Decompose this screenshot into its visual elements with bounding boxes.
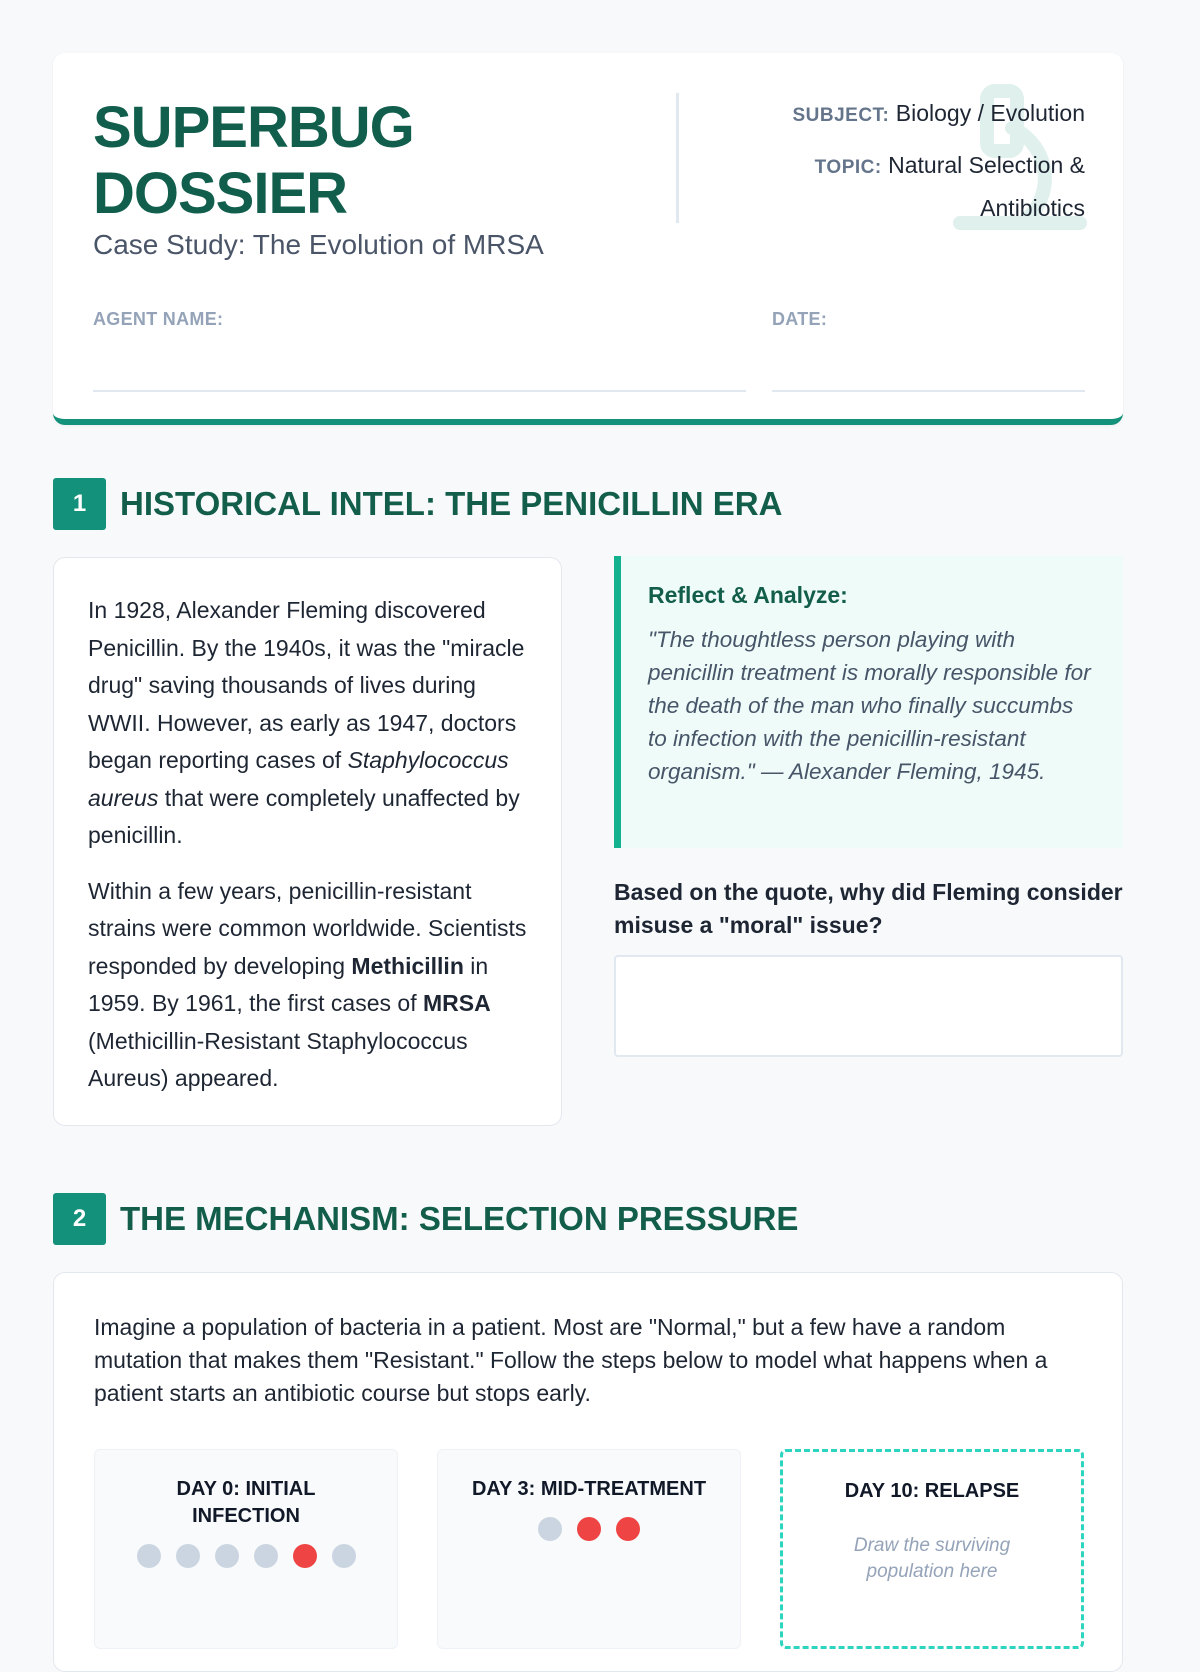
day-title: DAY 10: RELAPSE bbox=[844, 1480, 1020, 1502]
normal-bacterium bbox=[254, 1544, 278, 1568]
subtitle: Case Study: The Evolution of MRSA bbox=[93, 229, 544, 260]
topic-label: TOPIC: bbox=[814, 157, 882, 178]
date-label: DATE: bbox=[772, 309, 828, 329]
reflection-question: Based on the quote, why did Fleming consider misuse a "moral" issue? bbox=[614, 879, 1123, 938]
title-line-2: DOSSIER bbox=[93, 161, 348, 226]
topic-value: Natural Selection & bbox=[888, 152, 1085, 178]
normal-bacterium bbox=[176, 1544, 200, 1568]
history-paragraph-2 bbox=[88, 873, 527, 1098]
day-title: DAY 0: INITIAL INFECTION bbox=[176, 1478, 316, 1527]
mrsa-term: MRSA bbox=[422, 990, 491, 1016]
reflect-quote-box bbox=[614, 556, 1123, 848]
text: in 1959. By 1961, the first cases of bbox=[88, 952, 489, 1016]
mechanism-card bbox=[53, 1272, 1123, 1672]
section-2-heading bbox=[53, 1193, 798, 1245]
draw-placeholder: Draw the surviving population here bbox=[853, 1535, 1011, 1582]
agent-name-field[interactable] bbox=[93, 390, 746, 392]
reflect-title: Reflect & Analyze: bbox=[648, 582, 848, 608]
day-3-panel bbox=[437, 1449, 741, 1649]
mechanism-intro: Imagine a population of bacteria in a patient. Most are "Normal," but a few have a random mutation that makes them "Resistant." Follow the steps below to model what happens when a patient starts an antibiotic course but stops early. bbox=[94, 1314, 1048, 1406]
date-field[interactable] bbox=[772, 390, 1085, 392]
history-text-card bbox=[53, 557, 562, 1126]
agent-name-label: AGENT NAME: bbox=[93, 309, 224, 329]
divider bbox=[676, 93, 679, 223]
species-name: Staphylococcus aureus bbox=[88, 747, 509, 811]
text: Within a few years, penicillin-resistant strains were common worldwide. Scientists responded by developing bbox=[88, 877, 527, 979]
section-title: THE MECHANISM: SELECTION PRESSURE bbox=[120, 1200, 799, 1237]
title-line-1: SUPERBUG bbox=[93, 95, 414, 160]
text: that were completely unaffected by penicillin. bbox=[88, 784, 520, 848]
day-title: DAY 3: MID-TREATMENT bbox=[471, 1478, 707, 1500]
resistant-bacterium bbox=[577, 1517, 601, 1541]
day-0-panel bbox=[94, 1449, 398, 1649]
section-number-badge: 1 bbox=[53, 478, 106, 530]
dossier-header bbox=[53, 53, 1123, 425]
subject-row bbox=[792, 93, 1085, 136]
resistant-bacterium bbox=[616, 1517, 640, 1541]
section-title: HISTORICAL INTEL: THE PENICILLIN ERA bbox=[120, 485, 783, 522]
page-title bbox=[93, 95, 414, 227]
topic-row bbox=[815, 145, 1085, 228]
section-number-badge: 2 bbox=[53, 1193, 106, 1245]
section-1-heading bbox=[53, 478, 782, 530]
topic-value-2: Antibiotics bbox=[980, 195, 1085, 221]
day-10-draw-panel[interactable] bbox=[780, 1449, 1084, 1649]
text: (Methicillin-Resistant Staphylococcus Aureus) appeared. bbox=[88, 1027, 468, 1091]
normal-bacterium bbox=[332, 1544, 356, 1568]
bacteria-dots bbox=[438, 1517, 740, 1541]
bacteria-dots bbox=[95, 1544, 397, 1568]
resistant-bacterium bbox=[293, 1544, 317, 1568]
subject-label: SUBJECT: bbox=[792, 105, 890, 126]
normal-bacterium bbox=[137, 1544, 161, 1568]
normal-bacterium bbox=[538, 1517, 562, 1541]
fleming-quote: "The thoughtless person playing with penicillin treatment is morally responsible for the death of the man who finally succumbs to infection with the penicillin-resistant organism." — Alexander Fleming, 1945. bbox=[648, 627, 1091, 784]
methicillin-term: Methicillin bbox=[351, 952, 464, 979]
subject-value: Biology / Evolution bbox=[895, 100, 1085, 126]
answer-box[interactable] bbox=[614, 955, 1123, 1057]
history-paragraph-1 bbox=[88, 592, 527, 855]
normal-bacterium bbox=[215, 1544, 239, 1568]
text: In 1928, Alexander Fleming discovered Penicillin. By the 1940s, it was the "miracle drug" saving thousands of lives during WWII. However, as early as 1947, doctors began reporting cases of bbox=[88, 597, 525, 773]
